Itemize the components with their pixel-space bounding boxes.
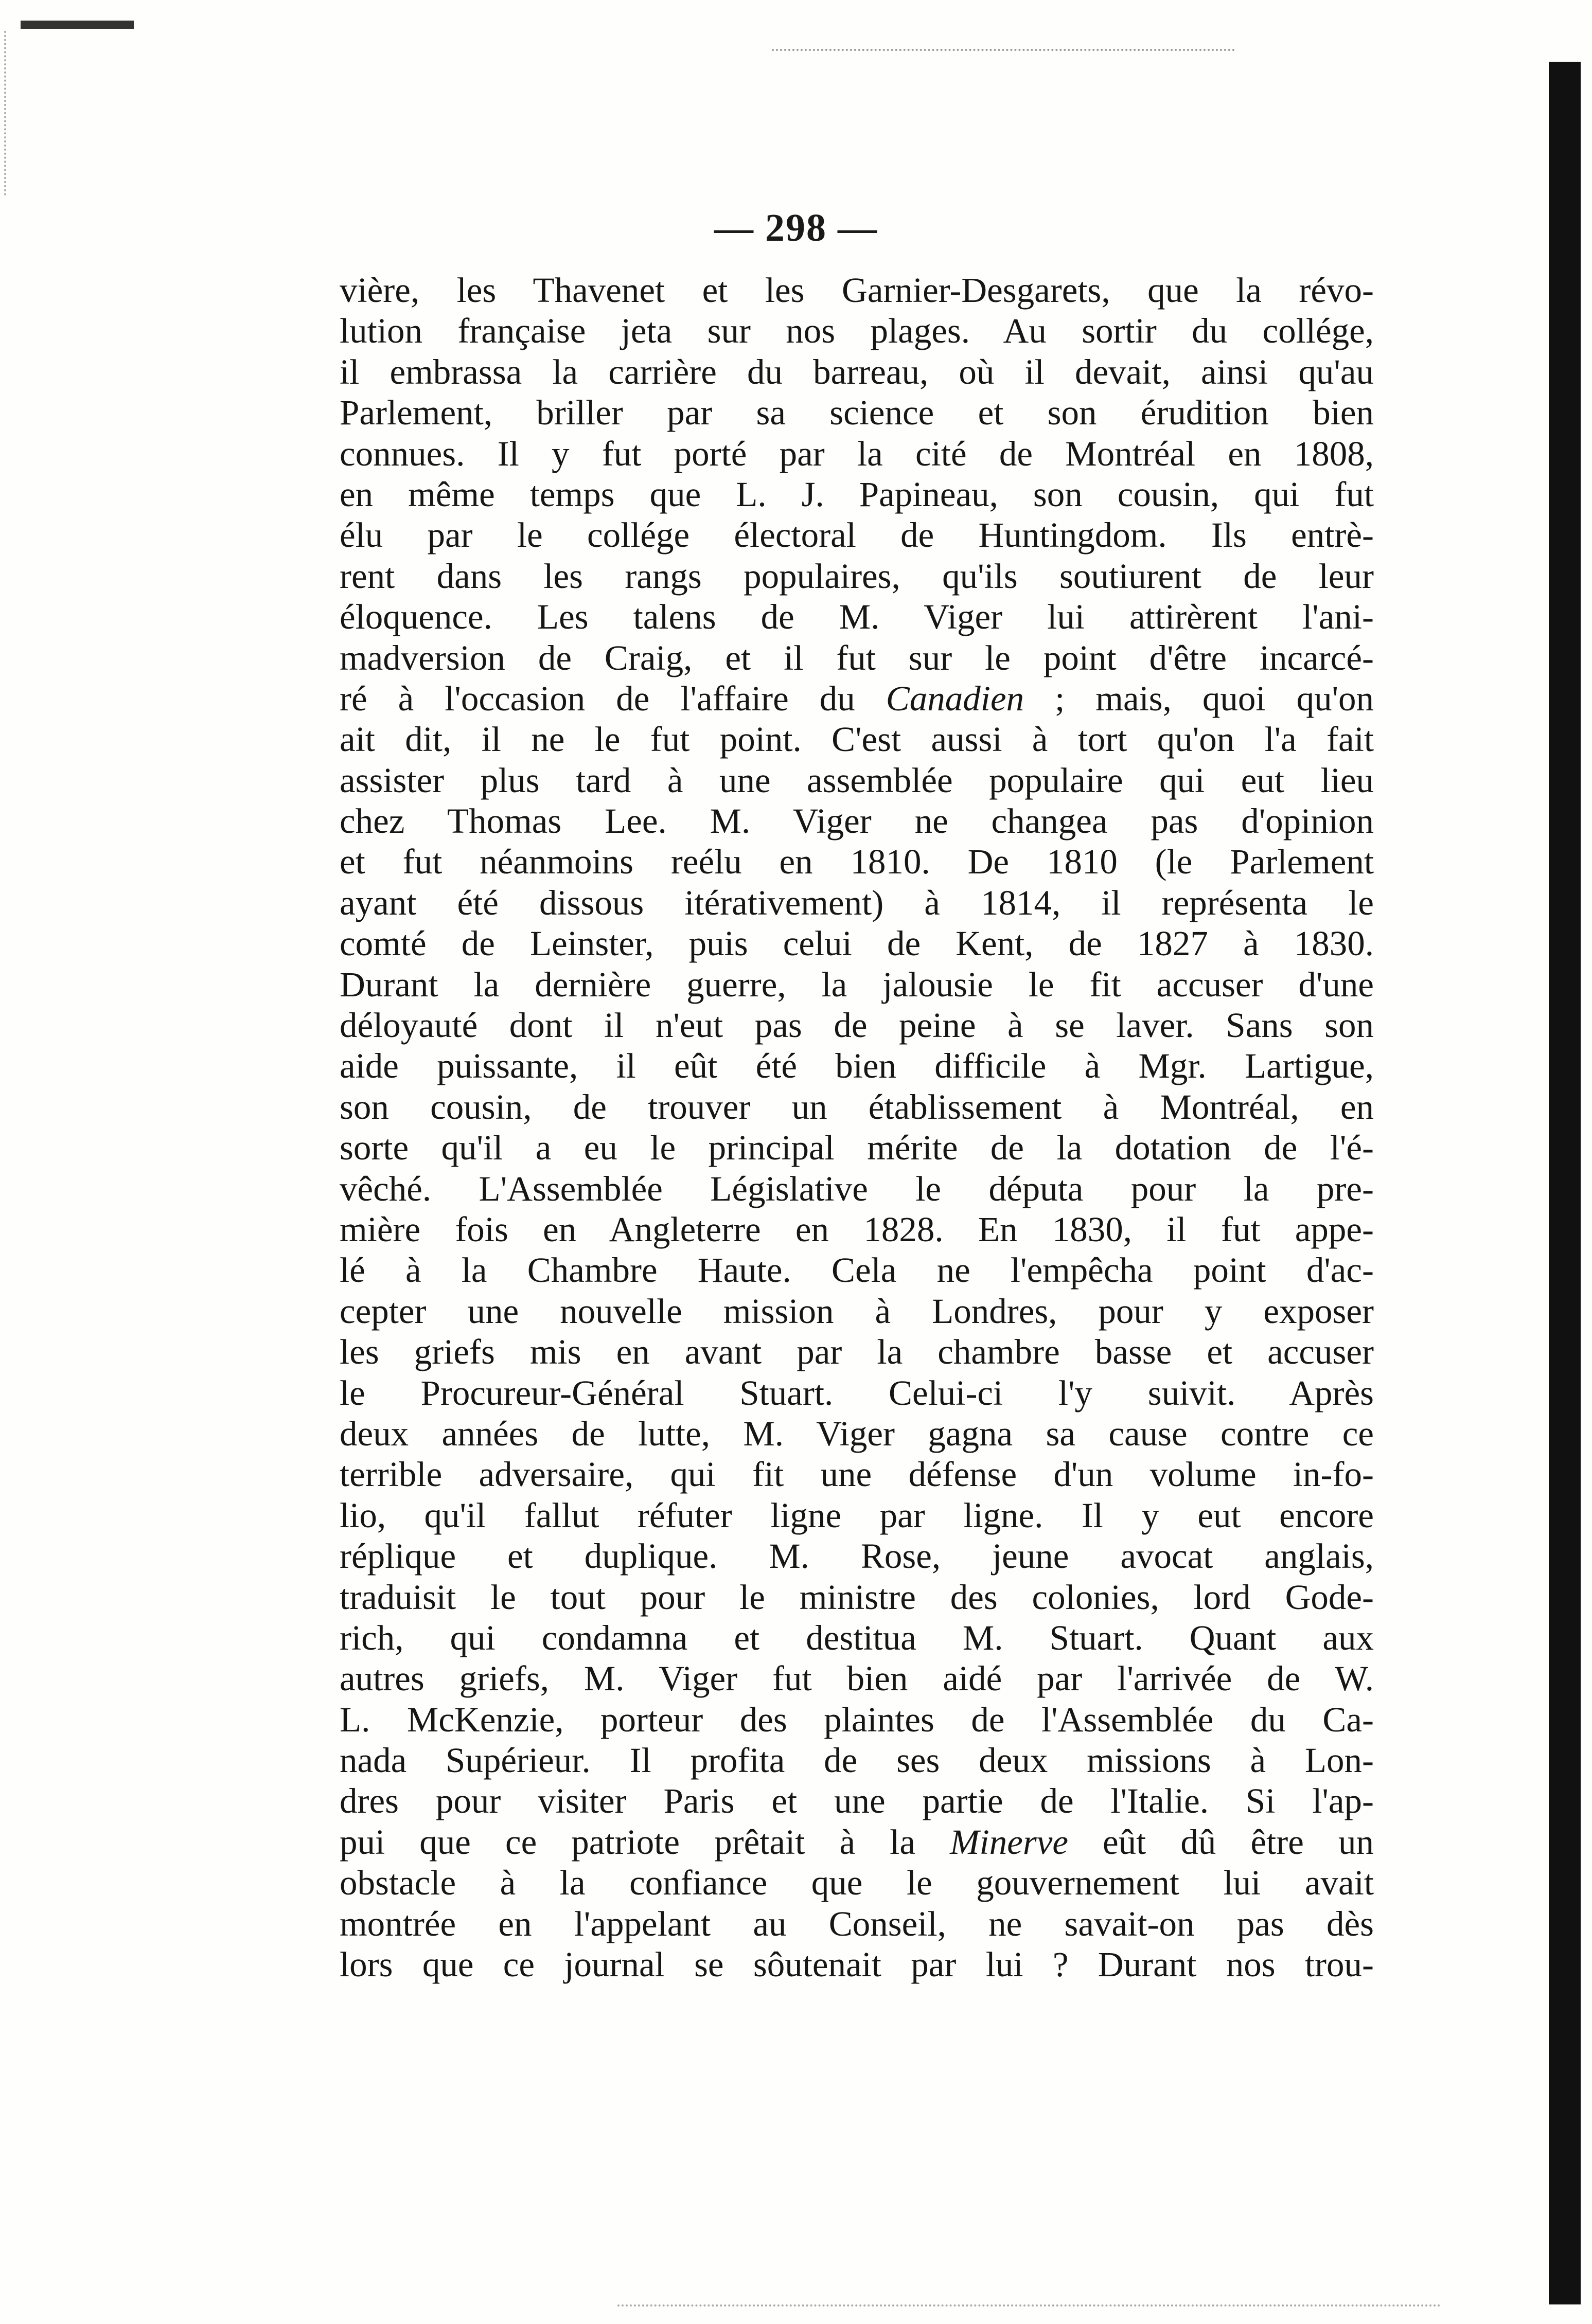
text-line: lio, qu'il fallut réfuter ligne par ligne. Il y eut encore xyxy=(340,1495,1374,1535)
text-line: deux années de lutte, M. Viger gagna sa cause contre ce xyxy=(340,1414,1374,1453)
text-line: autres griefs, M. Viger fut bien aidé par l'arrivée de W. xyxy=(340,1659,1374,1699)
text-line: pui que ce patriote prêtait à la Minerve eût dû être un xyxy=(340,1822,1374,1862)
text-line: réplique et duplique. M. Rose, jeune avocat anglais, xyxy=(340,1536,1374,1576)
text-line: sorte qu'il a eu le principal mérite de la dotation de l'é- xyxy=(340,1128,1374,1168)
text-line: lors que ce journal se sôutenait par lui ? Durant nos trou- xyxy=(340,1945,1374,1985)
text-line: terrible adversaire, qui fit une défense d'un volume in-fo- xyxy=(340,1455,1374,1494)
text-line: nada Supérieur. Il profita de ses deux missions à Lon- xyxy=(340,1741,1374,1780)
text-line: son cousin, de trouver un établissement à Montréal, en xyxy=(340,1087,1374,1127)
text-line: rent dans les rangs populaires, qu'ils soutiurent de leur xyxy=(340,556,1374,596)
body-text xyxy=(340,270,1374,1985)
text-line: les griefs mis en avant par la chambre basse et accuser xyxy=(340,1332,1374,1372)
periodical-title: Minerve xyxy=(950,1822,1068,1862)
text-line: madversion de Craig, et il fut sur le point d'être incarcé- xyxy=(340,638,1374,677)
text-line: élu par le collége électoral de Huntingdom. Ils entrè- xyxy=(340,515,1374,555)
text-line: obstacle à la confiance que le gouvernement lui avait xyxy=(340,1863,1374,1903)
text-line: ayant été dissous itérativement) à 1814, il représenta le xyxy=(340,883,1374,922)
periodical-title: Canadien xyxy=(886,678,1024,718)
text-line: et fut néanmoins reélu en 1810. De 1810 (le Parlement xyxy=(340,842,1374,882)
text-line: ré à l'occasion de l'affaire du Canadien ; mais, quoi qu'on xyxy=(340,678,1374,718)
text-line: Parlement, briller par sa science et son érudition bien xyxy=(340,393,1374,433)
scan-left-edge-noise xyxy=(4,31,9,195)
text-line: montrée en l'appelant au Conseil, ne savait-on pas dès xyxy=(340,1904,1374,1943)
scan-top-edge-noise xyxy=(772,49,1235,54)
text-line: dres pour visiter Paris et une partie de l'Italie. Si l'ap- xyxy=(340,1781,1374,1821)
text-line: traduisit le tout pour le ministre des colonies, lord Gode- xyxy=(340,1577,1374,1617)
scan-corner-mark xyxy=(21,21,134,29)
text-line: chez Thomas Lee. M. Viger ne changea pas d'opinion xyxy=(340,801,1374,841)
text-line: en même temps que L. J. Papineau, son cousin, qui fut xyxy=(340,474,1374,514)
text-line: assister plus tard à une assemblée populaire qui eut lieu xyxy=(340,760,1374,800)
text-line: aide puissante, il eût été bien difficile à Mgr. Lartigue, xyxy=(340,1046,1374,1086)
text-line: le Procureur-Général Stuart. Celui-ci l'y suivit. Après xyxy=(340,1373,1374,1413)
text-line: Durant la dernière guerre, la jalousie le fit accuser d'une xyxy=(340,964,1374,1004)
text-line: comté de Leinster, puis celui de Kent, de 1827 à 1830. xyxy=(340,924,1374,963)
text-line: lé à la Chambre Haute. Cela ne l'empêcha point d'ac- xyxy=(340,1250,1374,1290)
text-line: vêché. L'Assemblée Législative le députa pour la pre- xyxy=(340,1169,1374,1208)
text-line: il embrassa la carrière du barreau, où il devait, ainsi qu'au xyxy=(340,352,1374,391)
text-line: cepter une nouvelle mission à Londres, pour y exposer xyxy=(340,1291,1374,1331)
text-line: rich, qui condamna et destitua M. Stuart. Quant aux xyxy=(340,1618,1374,1657)
text-line: vière, les Thavenet et les Garnier-Desgarets, que la révo- xyxy=(340,271,1374,310)
text-line: connues. Il y fut porté par la cité de Montréal en 1808, xyxy=(340,434,1374,473)
text-line: éloquence. Les talens de M. Viger lui attirèrent l'ani- xyxy=(340,597,1374,637)
text-line: déloyauté dont il n'eut pas de peine à se laver. Sans son xyxy=(340,1006,1374,1045)
page-number: — 298 — xyxy=(714,206,878,249)
text-line: ait dit, il ne le fut point. C'est aussi à tort qu'on l'a fait xyxy=(340,720,1374,759)
scan-binding-shadow xyxy=(1549,62,1581,2304)
scan-bottom-edge-noise xyxy=(617,2304,1441,2310)
text-line: lution française jeta sur nos plages. Au sortir du collége, xyxy=(340,311,1374,351)
text-line: L. McKenzie, porteur des plaintes de l'Assemblée du Ca- xyxy=(340,1700,1374,1739)
text-line: mière fois en Angleterre en 1828. En 1830, il fut appe- xyxy=(340,1209,1374,1249)
